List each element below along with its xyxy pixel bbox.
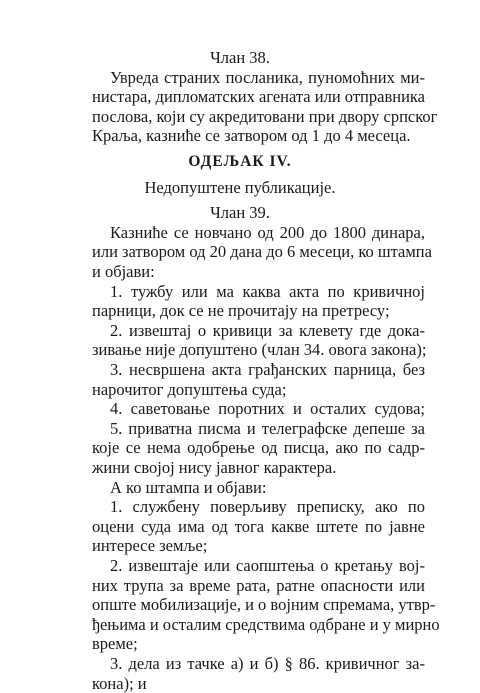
section-subtitle: Недопуштене публикације. xyxy=(144,177,336,197)
article-39-line: 3. несвршена акта грађанских парница, без xyxy=(110,360,425,379)
article-39-line: 4. саветовање поротних и осталих судова; xyxy=(110,399,425,419)
article-38-line: Увреда страних посланика, пуномоћних ми- xyxy=(110,67,425,87)
article-39-line: оцени суда има од тога какве штете по јавне xyxy=(92,516,425,536)
article-39-line: 1. службену поверљиву преписку, ако по xyxy=(110,497,425,517)
article-39-line: 2. извештај о кривици за клевету где дока- xyxy=(110,320,425,340)
article-39-line: 5. приватна писма и телеграфске депеше за xyxy=(110,418,425,438)
section-title: ОДЕЉАК IV. xyxy=(188,153,292,170)
article-39-line: интересе земље; xyxy=(92,536,208,556)
article-39-line: које се нема одобрење од писца, ако по садр- xyxy=(92,438,425,458)
article-39-line: 3. дела из тачке а) и б) § 86. кривичног за- xyxy=(110,654,425,673)
article-38-line: нистара, дипломатских агената или отправника xyxy=(92,87,425,107)
article-38-line: послова, који су акредитовани при двору српског xyxy=(92,106,438,126)
article-39-line: них трупа за време рата, ратне опасности или xyxy=(92,575,425,595)
article-38-heading: Члан 38. xyxy=(210,48,270,67)
article-39-line: нарочитог допуштења суда; xyxy=(92,379,287,399)
article-39-line: време; xyxy=(92,634,138,654)
article-39-line: или затвором од 20 дана до 6 месеци, ко штампа xyxy=(92,242,432,262)
article-39-line: А ко штампа и објави: xyxy=(110,477,267,497)
article-39-line: зивање није допуштено (члан 34. овога закона); xyxy=(92,340,427,360)
article-39-heading: Члан 39. xyxy=(210,203,270,223)
article-39-line: кона); и xyxy=(92,673,147,693)
article-39-line: жини својој нису јавног карактера. xyxy=(92,458,337,477)
article-38-line: Краља, казниће се затвором од 1 до 4 месеца. xyxy=(92,126,411,146)
article-39-line: 2. извештаје или саопштења о кретању вој- xyxy=(110,556,425,575)
article-39-line: парници, док се не прочитају на претресу; xyxy=(92,301,390,321)
article-39-line: ђењима и осталим средствима одбране и у мирно xyxy=(92,614,440,634)
article-39-line: и објави: xyxy=(92,262,155,281)
article-39-line: Казниће се новчано од 200 до 1800 динара, xyxy=(110,222,425,242)
article-39-line: 1. тужбу или ма каква акта по кривичној xyxy=(110,281,425,301)
article-39-line: опште мобилизације, и о војним спремама, утвр- xyxy=(92,595,436,615)
